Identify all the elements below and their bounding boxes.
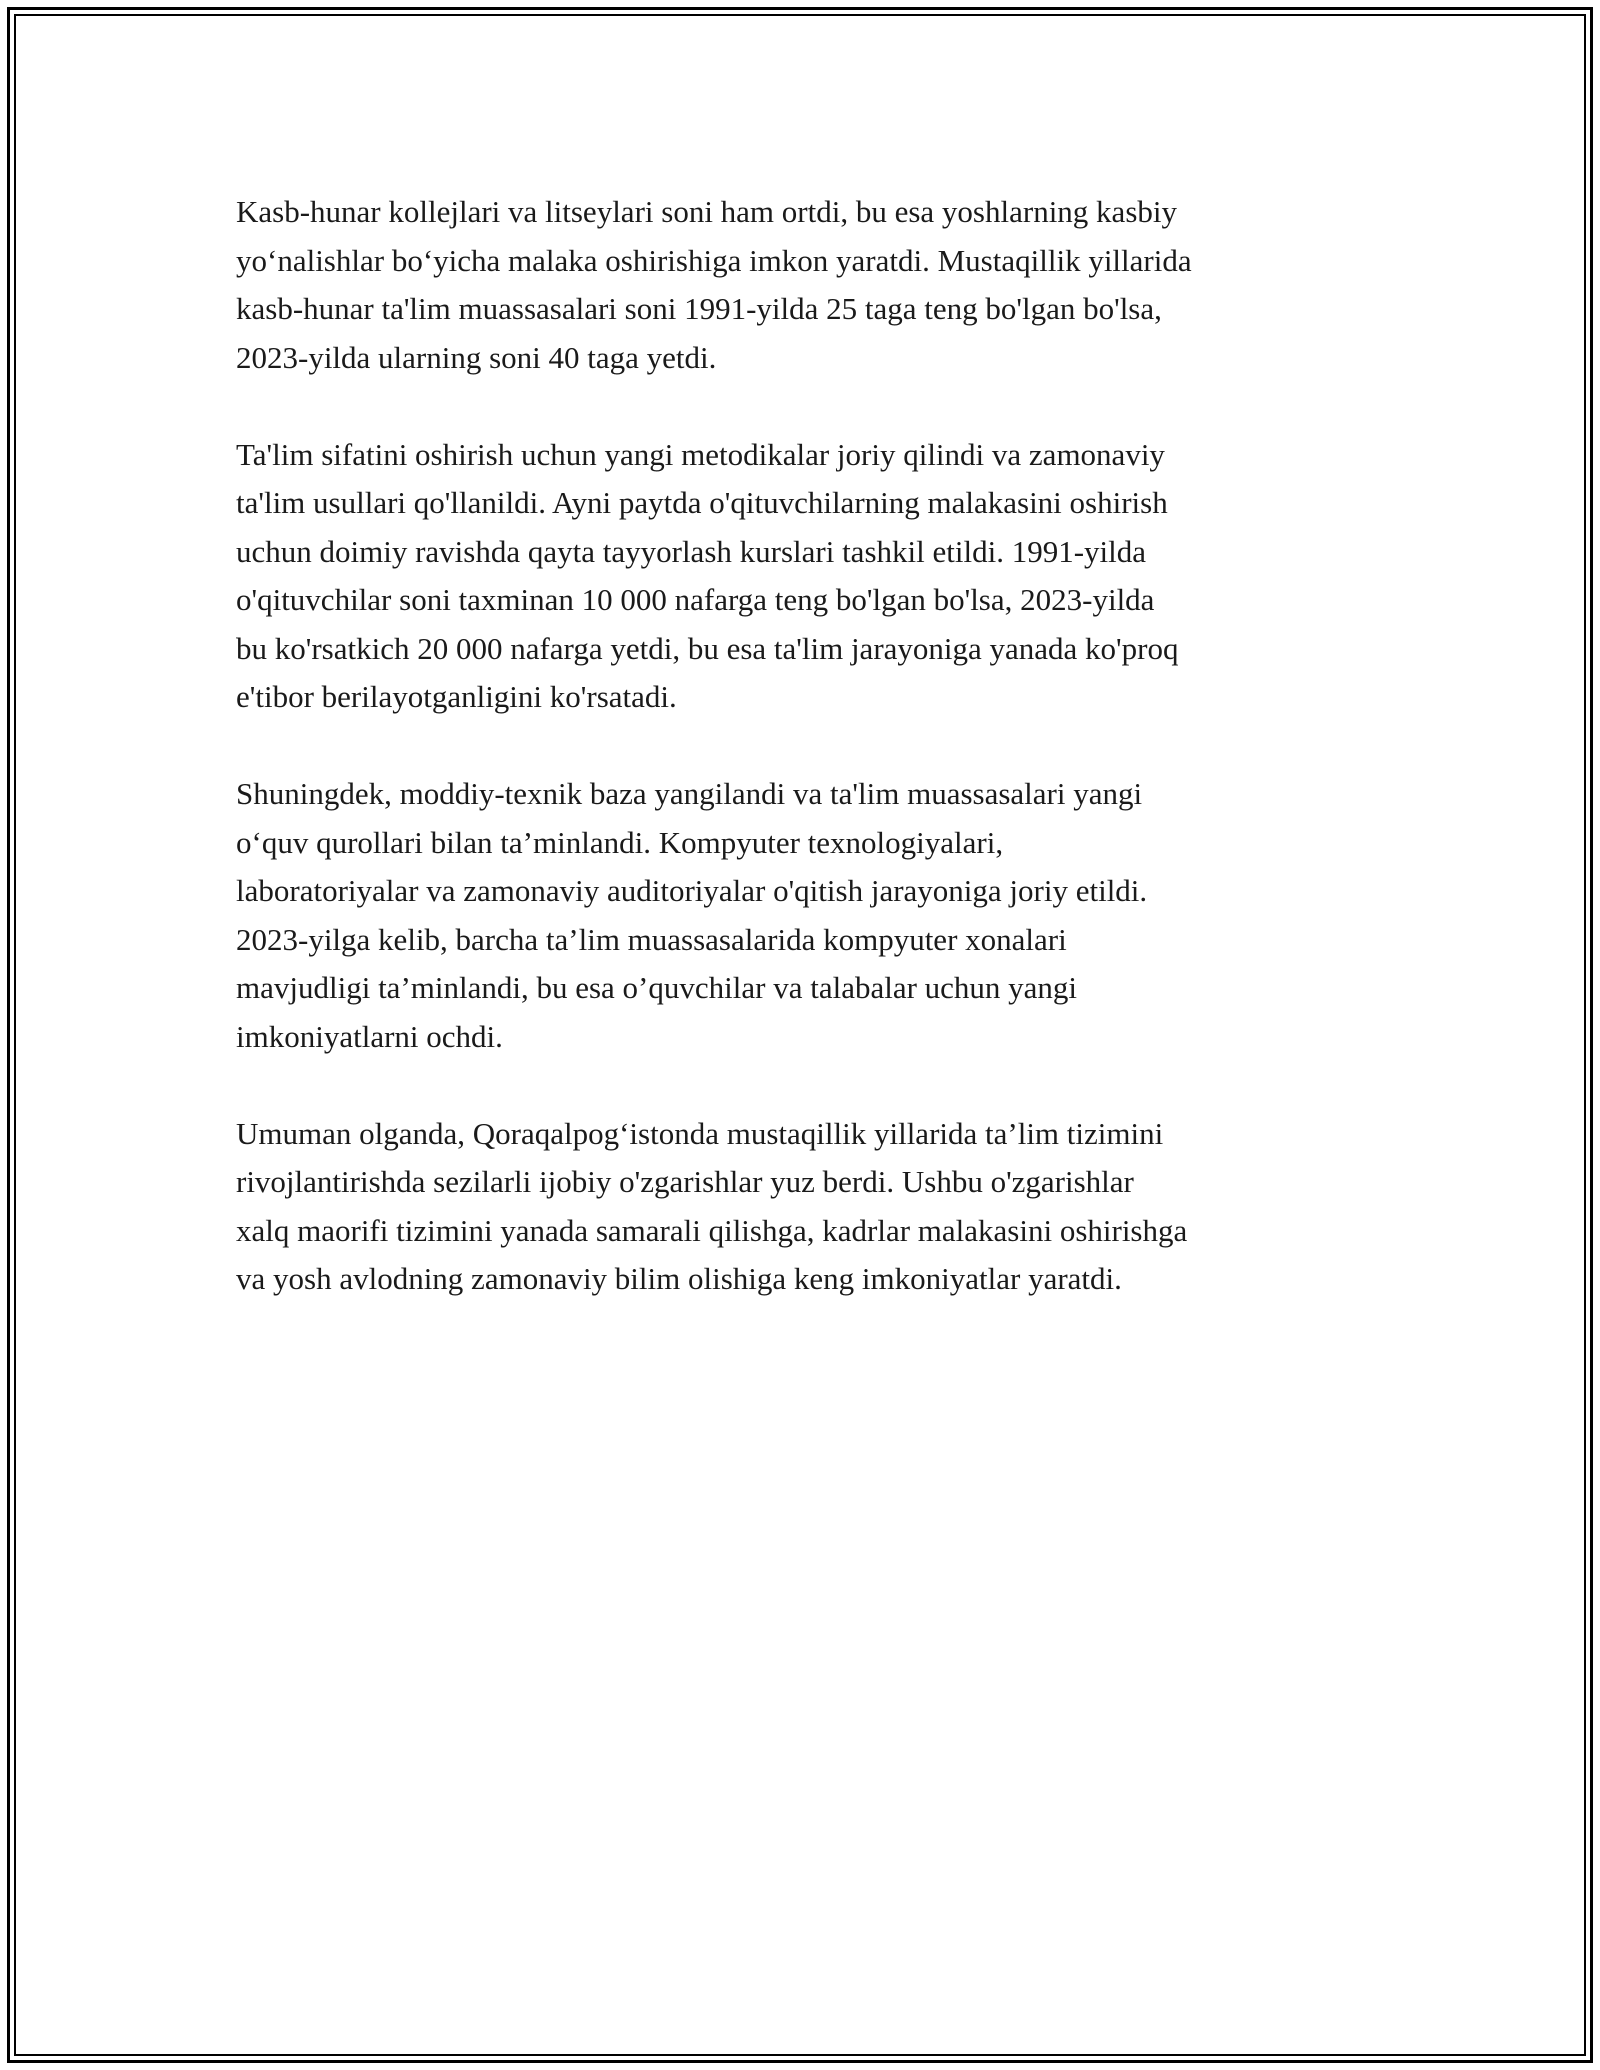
text-line: o‘quv qurollari bilan ta’minlandi. Kompyuter texnologiyalari, [236,824,1004,860]
paragraph-1 [236,188,1386,382]
paragraph-2 [236,431,1386,722]
text-line: Umuman olganda, Qoraqalpog‘istonda mustaqillik yillarida ta’lim tizimini [236,1115,1164,1151]
text-line: 2023-yilda ularning soni 40 taga yetdi. [236,339,717,375]
text-line: Kasb-hunar kollejlari va litseylari soni ham ortdi, bu esa yoshlarning kasbiy [236,194,1177,229]
paragraph-3 [236,770,1386,1061]
text-line: uchun doimiy ravishda qayta tayyorlash kurslari tashkil etildi. 1991-yilda [236,533,1147,569]
text-line: laboratoriyalar va zamonaviy auditoriyalar o'qitish jarayoniga joriy etildi. [236,873,1148,908]
text-line: ta'lim usullari qo'llanildi. Ayni paytda o'qituvchilarning malakasini oshirish [236,485,1168,520]
paragraph-4 [236,1110,1386,1304]
text-line: e'tibor berilayotganligini ko'rsatadi. [236,679,677,714]
text-line: va yosh avlodning zamonaviy bilim olishiga keng imkoniyatlar yaratdi. [236,1261,1122,1296]
text-line: 2023-yilga kelib, barcha ta’lim muassasalarida kompyuter xonalari [236,921,1067,957]
document-body [236,188,1386,1352]
text-line: bu ko'rsatkich 20 000 nafarga yetdi, bu esa ta'lim jarayoniga yanada ko'proq [236,630,1179,666]
text-line: Ta'lim sifatini oshirish uchun yangi metodikalar joriy qilindi va zamonaviy [236,436,1165,472]
text-line: imkoniyatlarni ochdi. [236,1018,503,1054]
text-line: kasb-hunar ta'lim muassasalari soni 1991-yilda 25 taga teng bo'lgan bo'lsa, [236,291,1162,326]
text-line: rivojlantirishda sezilarli ijobiy o'zgarishlar yuz berdi. Ushbu o'zgarishlar [236,1164,1134,1199]
text-line: yo‘nalishlar bo‘yicha malaka oshirishiga imkon yaratdi. Mustaqillik yillarida [236,242,1192,278]
text-line: mavjudligi ta’minlandi, bu esa o’quvchilar va talabalar uchun yangi [236,970,1078,1005]
text-line: Shuningdek, moddiy-texnik baza yangilandi va ta'lim muassasalari yangi [236,776,1143,811]
text-line: xalq maorifi tizimini yanada samarali qilishga, kadrlar malakasini oshirishga [236,1212,1188,1248]
text-line: o'qituvchilar soni taxminan 10 000 nafarga teng bo'lgan bo'lsa, 2023-yilda [236,582,1155,617]
